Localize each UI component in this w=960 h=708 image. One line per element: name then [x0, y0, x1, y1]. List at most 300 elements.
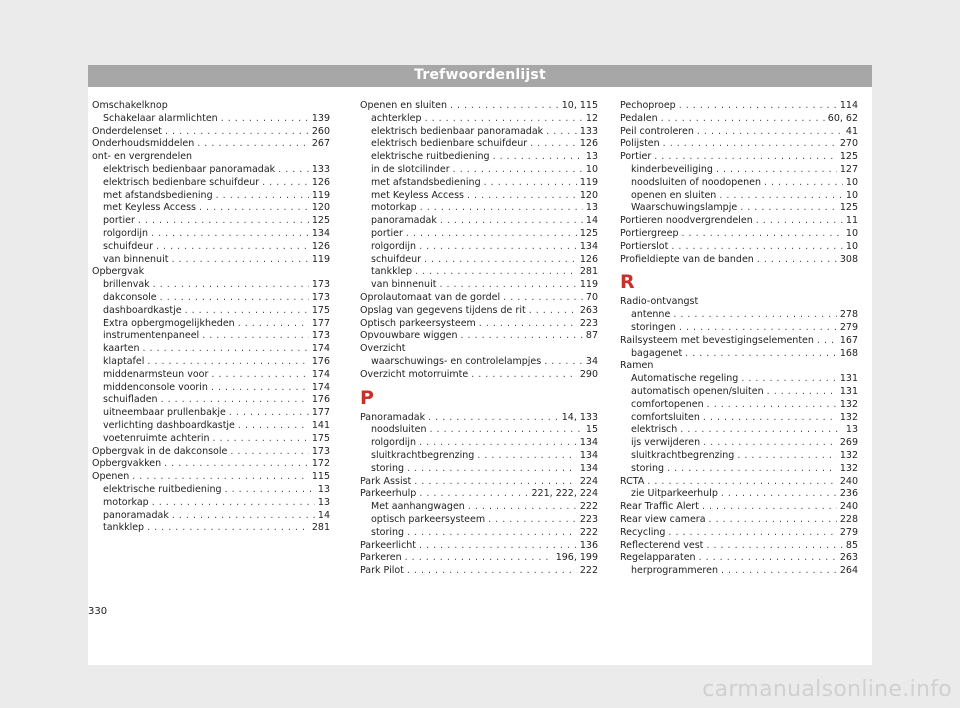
dot-leader: [764, 177, 843, 190]
entry-page-ref: 119: [579, 176, 598, 188]
entry-term: tankklep: [103, 522, 145, 534]
entry-term: met Keyless Access: [371, 189, 464, 201]
index-subentry: [620, 190, 858, 203]
dot-leader: [419, 488, 528, 501]
index-entry: [620, 151, 858, 164]
entry-term: Openen en sluiten: [360, 100, 447, 111]
entry-page-ref: 131: [839, 385, 858, 397]
entry-term: rolgordijn: [371, 240, 417, 252]
dot-leader: [238, 318, 309, 331]
index-subentry: [360, 126, 598, 139]
entry-term: Railsysteem met bevestigingselementen: [620, 334, 814, 346]
entry-term: herprogrammeren: [631, 565, 718, 577]
index-subentry: [360, 501, 598, 514]
entry-term: bagagenet: [631, 347, 683, 359]
dot-leader: [262, 177, 309, 190]
entry-page-ref: 134: [579, 449, 598, 461]
entry-term: schuifdeur: [103, 240, 154, 252]
index-entry: [620, 138, 858, 151]
watermark: carmanualsonline.info: [702, 677, 952, 702]
index-subentry: [92, 113, 330, 126]
dot-leader: [680, 424, 843, 437]
dot-leader: [221, 113, 309, 126]
entry-page-ref: 10: [585, 163, 598, 175]
entry-page-ref: 125: [579, 227, 598, 239]
entry-page-ref: 240: [839, 501, 858, 513]
dot-leader: [740, 202, 837, 215]
entry-page-ref: 60, 62: [827, 112, 858, 124]
entry-term: waarschuwings- en controlelampjes: [371, 355, 542, 367]
index-entry: [620, 100, 858, 113]
entry-term: met Keyless Access: [103, 202, 196, 214]
entry-term: elektrisch bedienbaar panoramadak: [103, 163, 276, 175]
index-subentry: [92, 420, 330, 433]
entry-term: tankklep: [371, 266, 413, 278]
entry-term: Regelapparaten: [620, 552, 696, 564]
entry-term: portier: [371, 227, 403, 239]
entry-page-ref: 281: [311, 522, 330, 534]
entry-term: Waarschuwingslampje: [631, 202, 738, 214]
entry-term: Opbergvak in de dakconsole: [92, 445, 228, 457]
dot-leader: [699, 552, 837, 565]
index-subentry: [360, 113, 598, 126]
dot-leader: [185, 305, 309, 318]
dot-leader: [132, 471, 309, 484]
dot-leader: [697, 126, 843, 139]
entry-term: RCTA: [620, 475, 645, 487]
dot-leader: [719, 190, 843, 203]
dot-leader: [165, 126, 309, 139]
index-subentry: [92, 292, 330, 305]
entry-page-ref: 139: [311, 112, 330, 124]
entry-term: met afstandsbediening: [371, 176, 481, 188]
index-entry: [92, 446, 330, 459]
entry-page-ref: 13: [845, 424, 858, 436]
index-subentry: [620, 488, 858, 501]
entry-term: Rear view camera: [620, 513, 706, 525]
entry-term: ijs verwijderen: [631, 437, 701, 449]
index-entry: [360, 412, 598, 425]
index-subentry: [620, 202, 858, 215]
dot-leader: [668, 527, 836, 540]
index-subentry: [92, 343, 330, 356]
index-heading: Omschakelknop: [92, 100, 168, 111]
dot-leader: [702, 501, 837, 514]
index-subentry: [92, 241, 330, 254]
entry-term: Schakelaar alarmlichten: [103, 112, 218, 124]
index-subentry: [620, 424, 858, 437]
entry-term: instrumentenpaneel: [103, 330, 200, 342]
dot-leader: [673, 309, 837, 322]
entry-term: noodsluiten of noodopenen: [631, 176, 761, 188]
dot-leader: [278, 164, 309, 177]
index-entry: [360, 292, 598, 305]
index-entry: [360, 540, 598, 553]
entry-term: Onderdelenset: [92, 125, 163, 137]
entry-page-ref: 13: [585, 151, 598, 163]
page-number: 330: [88, 606, 108, 617]
dot-leader: [741, 373, 837, 386]
dot-leader: [202, 330, 309, 343]
dot-leader: [707, 399, 837, 412]
index-entry: [620, 126, 858, 139]
dot-leader: [405, 552, 553, 565]
entry-page-ref: 14: [317, 509, 330, 521]
entry-page-ref: 173: [311, 330, 330, 342]
dot-leader: [216, 190, 309, 203]
entry-page-ref: 172: [311, 458, 330, 470]
entry-page-ref: 133: [311, 163, 330, 175]
index-subentry: [620, 348, 858, 361]
dot-leader: [428, 412, 559, 425]
entry-page-ref: 134: [579, 462, 598, 474]
entry-term: comfortsluiten: [631, 411, 700, 423]
manual-page: [88, 65, 872, 665]
dot-leader: [151, 228, 309, 241]
index-entry: [360, 305, 598, 318]
entry-term: storing: [631, 462, 665, 474]
index-column-3: [620, 100, 858, 578]
entry-term: portier: [103, 215, 135, 227]
dot-leader: [172, 510, 315, 523]
entry-term: Opvouwbare wiggen: [360, 330, 458, 342]
index-subentry: [620, 322, 858, 335]
entry-term: antenne: [631, 309, 671, 321]
index-subentry: [360, 514, 598, 527]
entry-term: Reflecterend vest: [620, 539, 704, 551]
entry-term: Met aanhangwagen: [371, 501, 465, 513]
index-subentry: [92, 330, 330, 343]
entry-term: schuifdeur: [371, 253, 422, 265]
entry-page-ref: 132: [839, 398, 858, 410]
index-entry: [620, 241, 858, 254]
index-heading: Ramen: [620, 360, 654, 372]
index-entry: [360, 488, 598, 501]
entry-term: Portieren noodvergrendelen: [620, 215, 753, 227]
dot-leader: [147, 522, 309, 535]
index-entry: [620, 335, 858, 348]
entry-page-ref: 119: [311, 253, 330, 265]
entry-page-ref: 12: [585, 112, 598, 124]
entry-term: Parkeren: [360, 552, 402, 564]
entry-page-ref: 126: [311, 240, 330, 252]
index-subentry: [620, 437, 858, 450]
index-subentry: [360, 356, 598, 369]
index-subentry: [360, 424, 598, 437]
entry-term: openen en sluiten: [631, 189, 717, 201]
entry-term: Panoramadak: [360, 411, 426, 423]
entry-page-ref: 281: [579, 266, 598, 278]
dot-leader: [430, 424, 583, 437]
dot-leader: [460, 330, 582, 343]
entry-term: van binnenuit: [371, 279, 437, 291]
dot-leader: [440, 215, 583, 228]
entry-page-ref: 222: [579, 526, 598, 538]
dot-leader: [450, 100, 559, 113]
dot-leader: [225, 484, 315, 497]
index-subentry: [360, 463, 598, 476]
index-subentry: [620, 177, 858, 190]
entry-term: Peil controleren: [620, 125, 694, 137]
dot-leader: [654, 151, 837, 164]
index-subentry: [92, 279, 330, 292]
entry-term: Parkeerhulp: [360, 488, 417, 500]
index-entry: [92, 471, 330, 484]
entry-page-ref: 10, 115: [561, 100, 598, 111]
entry-page-ref: 13: [317, 496, 330, 508]
entry-page-ref: 177: [311, 407, 330, 419]
entry-page-ref: 174: [311, 381, 330, 393]
dot-leader: [737, 450, 837, 463]
entry-term: Overzicht motorruimte: [360, 368, 469, 380]
entry-term: Openen: [92, 471, 130, 483]
dot-leader: [817, 335, 837, 348]
entry-page-ref: 264: [839, 565, 858, 577]
entry-page-ref: 15: [585, 424, 598, 436]
index-entry: [360, 100, 598, 113]
entry-term: Rear Traffic Alert: [620, 501, 699, 513]
index-subentry: [620, 412, 858, 425]
entry-page-ref: 278: [839, 309, 858, 321]
dot-leader: [679, 100, 837, 113]
dot-leader: [661, 113, 825, 126]
entry-page-ref: 14, 133: [561, 411, 598, 423]
dot-leader: [544, 356, 583, 369]
entry-term: klaptafel: [103, 355, 145, 367]
index-subentry: [620, 463, 858, 476]
dot-leader: [230, 446, 309, 459]
entry-term: elektrisch bedienbare schuifdeur: [103, 176, 260, 188]
index-subentry: [92, 522, 330, 535]
index-entry: [620, 501, 858, 514]
entry-page-ref: 167: [839, 334, 858, 346]
index-entry: [92, 138, 330, 151]
entry-page-ref: 228: [839, 513, 858, 525]
entry-term: sluitkrachtbegrenzing: [371, 449, 475, 461]
dot-leader: [419, 437, 577, 450]
index-subentry: [360, 437, 598, 450]
entry-term: kaarten: [103, 343, 140, 355]
entry-page-ref: 175: [311, 432, 330, 444]
index-subentry: [360, 266, 598, 279]
dot-leader: [503, 292, 583, 305]
dot-leader: [414, 476, 577, 489]
entry-term: automatisch openen/sluiten: [631, 385, 764, 397]
index-subentry: [92, 254, 330, 267]
index-subentry: [620, 450, 858, 463]
dot-leader: [161, 394, 309, 407]
dot-leader: [419, 540, 577, 553]
index-subentry: [360, 228, 598, 241]
index-entry: [360, 565, 598, 578]
entry-term: achterklep: [371, 112, 422, 124]
entry-page-ref: 222: [579, 565, 598, 577]
entry-term: schuifladen: [103, 394, 158, 406]
index-subentry: [360, 138, 598, 151]
dot-leader: [671, 241, 843, 254]
dot-leader: [420, 202, 583, 215]
entry-page-ref: 34: [585, 355, 598, 367]
index-entry: [360, 369, 598, 382]
entry-term: storingen: [631, 321, 676, 333]
entry-term: elektrische ruitbediening: [103, 483, 222, 495]
index-subentry: [360, 164, 598, 177]
dot-leader: [471, 369, 577, 382]
dot-leader: [721, 488, 837, 501]
dot-leader: [529, 305, 577, 318]
dot-leader: [484, 177, 577, 190]
entry-page-ref: 168: [839, 347, 858, 359]
entry-term: optisch parkeersysteem: [371, 513, 486, 525]
index-entry: [92, 458, 330, 471]
entry-term: Pedalen: [620, 112, 658, 124]
entry-page-ref: 125: [839, 202, 858, 214]
entry-page-ref: 279: [839, 526, 858, 538]
index-entry: [360, 330, 598, 343]
entry-page-ref: 173: [311, 445, 330, 457]
dot-leader: [211, 382, 309, 395]
index-subentry: [92, 202, 330, 215]
index-subentry: [92, 305, 330, 318]
entry-page-ref: 87: [585, 330, 598, 342]
index-subentry: [620, 373, 858, 386]
entry-term: storing: [371, 526, 405, 538]
entry-term: comfortopenen: [631, 398, 704, 410]
dot-leader: [160, 292, 309, 305]
dot-leader: [424, 254, 577, 267]
entry-term: panoramadak: [371, 215, 437, 227]
entry-page-ref: 125: [839, 151, 858, 163]
entry-page-ref: 126: [579, 253, 598, 265]
index-entry: [620, 254, 858, 267]
entry-term: storing: [371, 462, 405, 474]
index-entry: [620, 228, 858, 241]
entry-page-ref: 126: [311, 176, 330, 188]
dot-leader: [211, 369, 308, 382]
entry-page-ref: 10: [845, 189, 858, 201]
entry-page-ref: 120: [311, 202, 330, 214]
entry-page-ref: 10: [845, 240, 858, 252]
dot-leader: [709, 514, 837, 527]
entry-page-ref: 119: [311, 189, 330, 201]
entry-term: Optisch parkeersysteem: [360, 317, 476, 329]
index-subentry: [360, 254, 598, 267]
dot-leader: [647, 476, 837, 489]
index-entry: [620, 476, 858, 489]
entry-term: Polijsten: [620, 138, 660, 150]
entry-term: panoramadak: [103, 509, 169, 521]
index-column-2: [360, 100, 598, 578]
entry-page-ref: 223: [579, 317, 598, 329]
entry-page-ref: 176: [311, 394, 330, 406]
entry-page-ref: 120: [579, 189, 598, 201]
index-subentry: [92, 484, 330, 497]
dot-leader: [488, 514, 577, 527]
dot-leader: [171, 254, 308, 267]
entry-term: Portier: [620, 151, 652, 163]
dot-leader: [142, 343, 308, 356]
dot-leader: [477, 450, 577, 463]
index-subentry: [620, 386, 858, 399]
index-subentry: [92, 177, 330, 190]
entry-page-ref: 134: [579, 437, 598, 449]
entry-page-ref: 132: [839, 411, 858, 423]
entry-term: elektrisch bedienbaar panoramadak: [371, 125, 544, 137]
index-subentry: [360, 190, 598, 203]
entry-term: Opbergvakken: [92, 458, 162, 470]
dot-leader: [493, 151, 583, 164]
entry-page-ref: 267: [311, 138, 330, 150]
index-entry: [620, 552, 858, 565]
entry-term: Extra opbergmogelijkheden: [103, 317, 235, 329]
entry-page-ref: 134: [311, 227, 330, 239]
index-heading: Opbergvak: [92, 266, 145, 278]
index-subentry: [360, 177, 598, 190]
index-subentry: [360, 450, 598, 463]
entry-term: motorkap: [103, 496, 149, 508]
index-subentry: [92, 497, 330, 510]
entry-page-ref: 174: [311, 368, 330, 380]
dot-leader: [467, 190, 577, 203]
header-bar: [88, 65, 872, 87]
index-subentry: [92, 215, 330, 228]
dot-leader: [197, 138, 309, 151]
dot-leader: [679, 322, 837, 335]
entry-page-ref: 173: [311, 279, 330, 291]
entry-page-ref: 13: [317, 483, 330, 495]
dot-leader: [703, 437, 837, 450]
entry-page-ref: 263: [839, 552, 858, 564]
entry-term: Parkeerlicht: [360, 539, 417, 551]
entry-page-ref: 263: [579, 304, 598, 316]
index-entry: [360, 476, 598, 489]
dot-leader: [419, 241, 577, 254]
dot-leader: [164, 458, 309, 471]
entry-term: elektrische ruitbediening: [371, 151, 490, 163]
index-entry: [620, 215, 858, 228]
entry-term: Pechoproep: [620, 100, 676, 111]
entry-term: van binnenuit: [103, 253, 169, 265]
index-entry: [360, 552, 598, 565]
entry-page-ref: 308: [839, 253, 858, 265]
dot-leader: [479, 318, 577, 331]
entry-term: sluitkrachtbegrenzing: [631, 449, 735, 461]
page-title: Trefwoordenlijst: [414, 67, 546, 83]
entry-page-ref: 14: [585, 215, 598, 227]
index-entry: [92, 126, 330, 139]
dot-leader: [685, 348, 837, 361]
index-subentry: [92, 407, 330, 420]
entry-term: kinderbeveiliging: [631, 163, 713, 175]
index-heading: Radio-ontvangst: [620, 296, 699, 308]
entry-term: Portiergreep: [620, 227, 679, 239]
entry-term: elektrisch: [631, 424, 678, 436]
entry-page-ref: 279: [839, 321, 858, 333]
index-subentry: [92, 228, 330, 241]
entry-term: dashboardkastje: [103, 304, 182, 316]
entry-term: motorkap: [371, 202, 417, 214]
index-subentry: [620, 399, 858, 412]
dot-leader: [229, 407, 309, 420]
entry-page-ref: 85: [845, 539, 858, 551]
entry-page-ref: 224: [579, 475, 598, 487]
dot-leader: [682, 228, 843, 241]
entry-term: Park Assist: [360, 475, 412, 487]
index-subentry: [92, 369, 330, 382]
entry-page-ref: 119: [579, 279, 598, 291]
entry-page-ref: 10: [845, 176, 858, 188]
dot-leader: [468, 501, 577, 514]
